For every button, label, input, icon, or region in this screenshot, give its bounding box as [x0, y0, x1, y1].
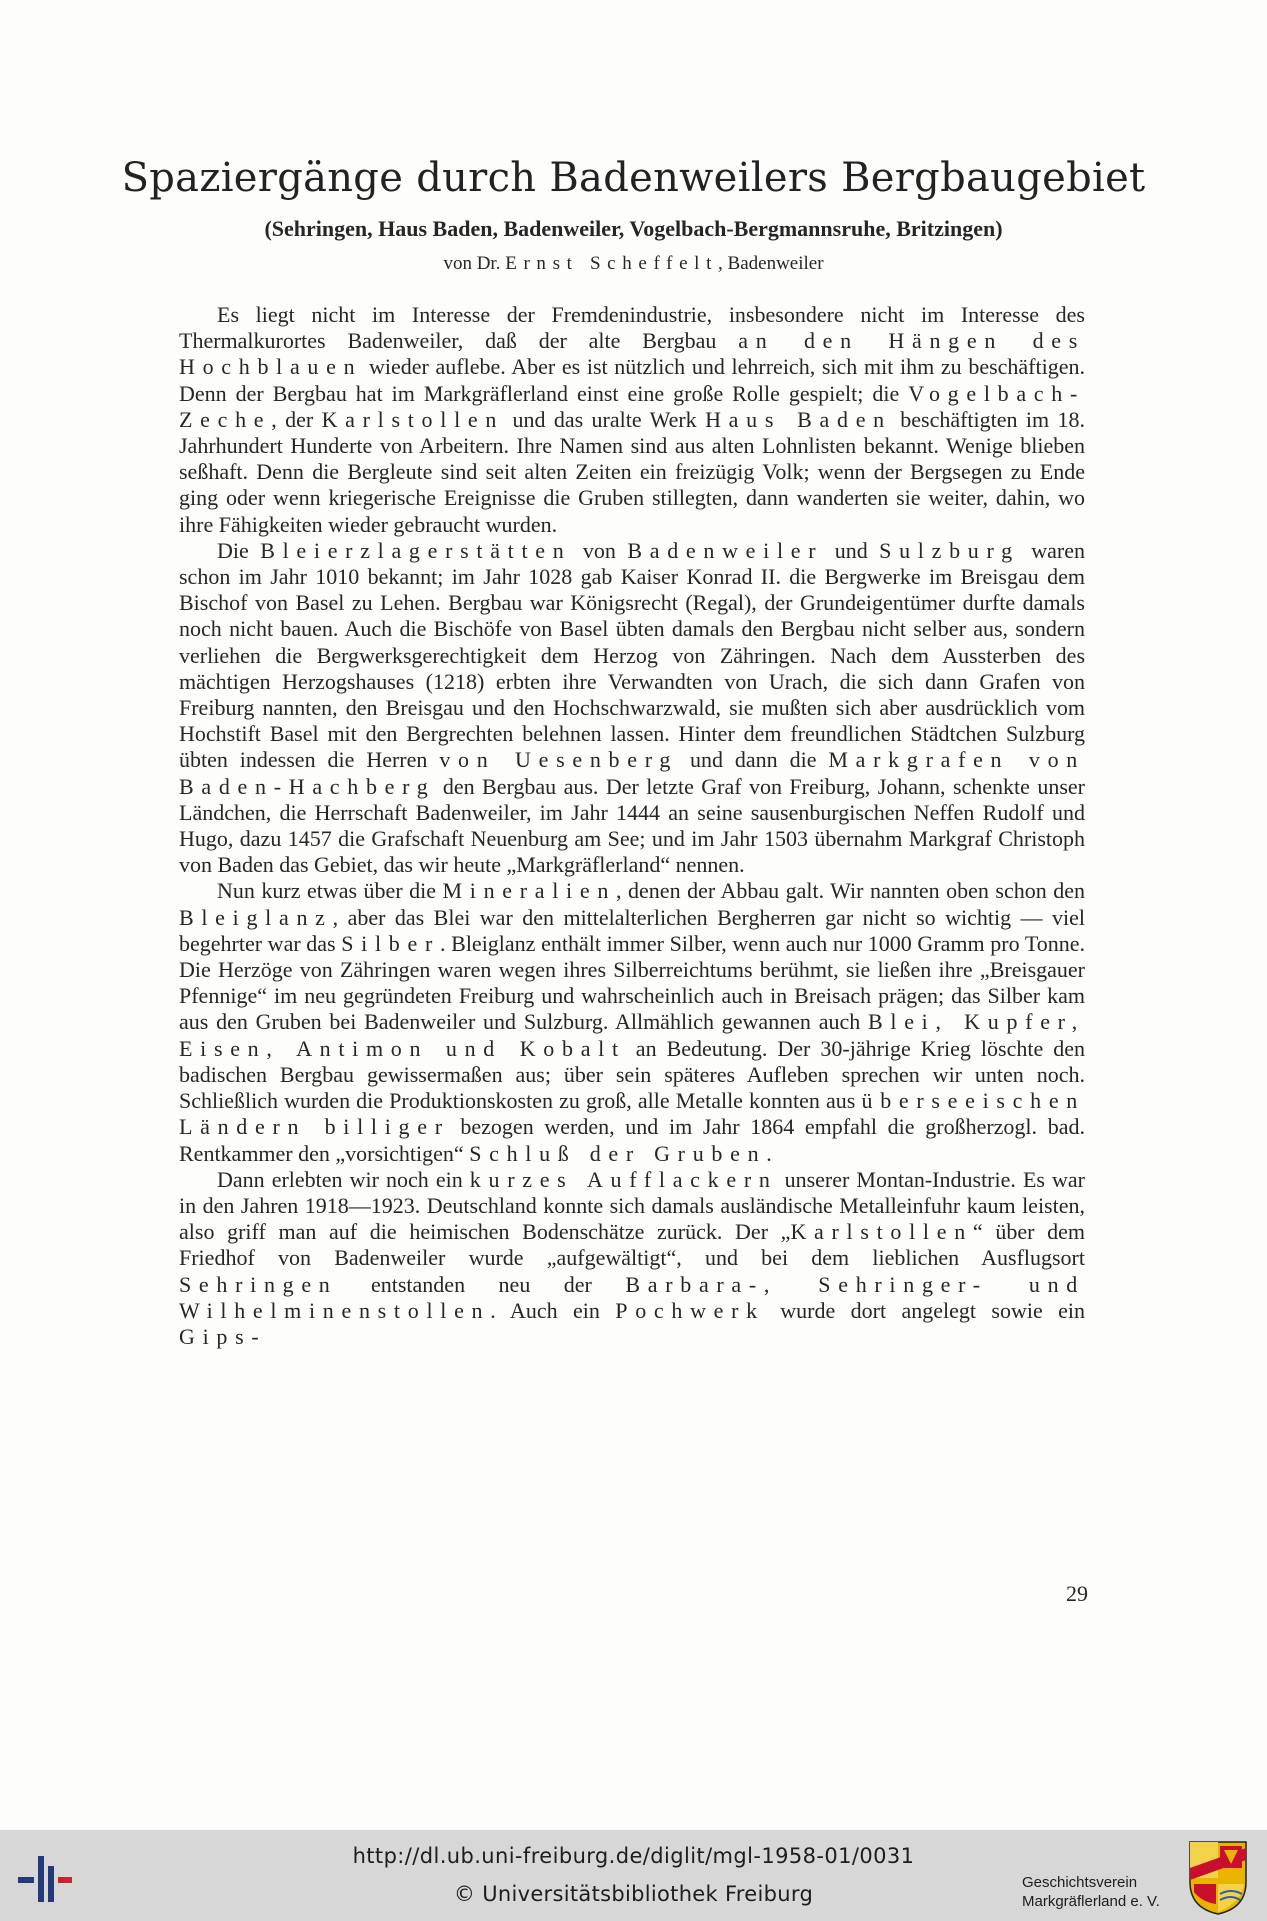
- paragraph-text: , der: [271, 406, 322, 432]
- org-name-line1: Geschichtsverein: [1022, 1874, 1138, 1891]
- emphasized-text: Karlstollen: [321, 406, 505, 432]
- article-body: [179, 302, 1085, 1350]
- paragraph-text: .: [766, 1140, 772, 1166]
- footer-organization: [1022, 1873, 1184, 1911]
- article-title: Spaziergänge durch Badenweilers Bergbaugebiet: [121, 155, 1146, 201]
- paragraph: [179, 1167, 1085, 1350]
- emphasized-text: kurzes Aufflackern: [469, 1166, 778, 1192]
- paragraph-text: und: [823, 537, 880, 563]
- paragraph-text: den Bergbau aus. Der letzte Graf von Freiburg, Johann, schenkte unser Ländchen, die Herrschaft Badenweiler, im Jahr 1444 an seine sausenburgischen Neffen Rudolf und Hugo, dazu 1457 die Grafschaft Neuenburg am See; und im Jahr 1503 übernahm Markgraf Christoph von Baden das Gebiet, das wir heute „Markgräflerland“ nennen.: [179, 773, 1085, 878]
- paragraph-text: “ über dem Friedhof von Badenweiler wurde „aufgewältigt“, und bei dem lieblichen Ausflugsort: [179, 1219, 1085, 1271]
- emphasized-text: Karlstollen: [790, 1219, 973, 1245]
- paragraph-text: . Bleiglanz enthält immer Silber, wenn auch nur 1000 Gramm pro Tonne. Die Herzöge von Zähringen waren wegen ihres Silberreichtums berühmt, sie ließen ihre „Breisgauer Pfennige“ im neu gegründeten Freiburg und wahrscheinlich auch in Breisach prägen; das Silber kam aus den Gruben bei Badenweiler und Sulzburg. Allmählich gewannen auch: [179, 930, 1085, 1035]
- emphasized-text: Badenweiler: [627, 537, 824, 563]
- emphasized-text: Silber: [341, 930, 441, 956]
- paragraph-text: Nun kurz etwas über die: [217, 878, 443, 904]
- paragraph-text: , aber das Blei war den mittelalterlichen Bergherren gar nicht so wichtig — viel begehrter war das: [179, 904, 1085, 956]
- emphasized-text: Markgrafen von Baden-Hachberg: [179, 747, 1085, 799]
- emphasized-text: Sehringen: [179, 1271, 338, 1297]
- paragraph-text: waren schon im Jahr 1010 bekannt; im Jahr 1028 gab Kaiser Konrad II. die Bergwerke im Breisgau dem Bischof von Basel zu Lehen. Bergbau war Königsrecht (Regal), der Grundeigentümer durfte damals noch nicht bauen. Auch die Bischöfe von Basel übten damals den Bergbau nicht selber aus, sondern verliehen die Bergwerksgerechtigkeit dem Herzog von Zähringen. Nach dem Aussterben des mächtigen Herzogshauses (1218) erbten ihre Verwandten von Urach, die sich dann Grafen von Freiburg nannten, den Breisgau und den Hochschwarzwald, sie mußten sich aber ausdrücklich vom Hochstift Basel mit den Bergrechten belehnen lassen. Hinter dem freundlichen Städtchen Sulzburg übten indessen die Herren: [179, 537, 1086, 773]
- emphasized-text: überseeischen Ländern billiger: [179, 1088, 1085, 1140]
- paragraph-text: entstanden neu der: [337, 1271, 626, 1297]
- emphasized-text: Vogelbach-Zeche: [179, 380, 1085, 432]
- paragraph-text: von: [571, 537, 628, 563]
- page-number: 29: [1066, 1581, 1088, 1606]
- paragraph-text: . Auch ein: [490, 1297, 616, 1323]
- paragraph-text: Dann erlebten wir noch ein: [217, 1166, 470, 1192]
- paragraph-text: und das uralte Werk: [504, 406, 706, 432]
- paragraph-text: und dann die: [678, 747, 829, 773]
- article-byline: [0, 253, 1267, 275]
- org-name-line2: Markgräflerland e. V.: [1022, 1893, 1160, 1910]
- emphasized-text: Pochwerk: [615, 1297, 765, 1323]
- byline-suffix: , Badenweiler: [718, 253, 824, 274]
- emphasized-text: Schluß der Gruben: [469, 1140, 767, 1166]
- paragraph-text: bezogen werden, und im Jahr 1864 empfahl die großherzogl. bad. Rentkammer den „vorsichtigen“: [179, 1114, 1085, 1166]
- paragraph: [179, 878, 1085, 1166]
- paragraph-text: Die: [217, 537, 261, 563]
- coat-of-arms-icon: [1186, 1838, 1250, 1916]
- paragraph-text: unserer Montan-Industrie. Es war in den Jahren 1918—1923. Deutschland konnte sich damals ausländische Metalleinfuhr kaum leisten, also griff man auf die heimischen Bodenschätze zurück. Der „: [179, 1166, 1085, 1245]
- paragraph-text: Es liegt nicht im Interesse der Fremdenindustrie, insbesondere nicht im Interesse des Thermalkurortes Badenweiler, daß der alte Bergbau: [179, 302, 1085, 354]
- emphasized-text: Mineralien: [442, 878, 617, 904]
- emphasized-text: Bleierzlagerstätten: [260, 537, 572, 563]
- paragraph-text: wieder auflebe. Aber es ist nützlich und lehrreich, sich mit ihm zu beschäftigen. Denn der Bergbau hat im Markgräflerland einst eine große Rolle gespielt; die: [179, 354, 1085, 406]
- author-name: Ernst Scheffelt: [505, 253, 719, 274]
- article-subtitle: (Sehringen, Haus Baden, Badenweiler, Vogelbach-Bergmannsruhe, Britzingen): [264, 216, 1003, 241]
- emphasized-text: Barbara-, Sehringer- und Wilhelminenstollen: [179, 1271, 1085, 1323]
- byline-prefix: von Dr.: [443, 253, 506, 274]
- paragraph: [179, 538, 1085, 879]
- emphasized-text: von Uesenberg: [439, 747, 679, 773]
- paragraph-text: wurde dort angelegt sowie ein: [764, 1297, 1085, 1323]
- paragraph-text: an Bedeutung. Der 30-jährige Krieg löschte den badischen Bergbau gewissermaßen aus; über sein späteres Aufleben sprechen wir unten noch. Schließlich wurden die Produktionskosten zu groß, alle Metalle konnten aus: [179, 1035, 1085, 1114]
- paragraph-text: , denen der Abbau galt. Wir nannten oben schon den: [616, 878, 1085, 904]
- emphasized-text: Haus Baden: [705, 406, 892, 432]
- emphasized-text: Gips-: [179, 1323, 267, 1349]
- footer-permalink[interactable]: http://dl.ub.uni-freiburg.de/diglit/mgl-1958-01/0031: [352, 1844, 915, 1868]
- emphasized-text: Blei, Kupfer, Eisen, Antimon und Kobalt: [179, 1009, 1086, 1061]
- paragraph: [179, 302, 1085, 538]
- footer-copyright: © Universitätsbibliothek Freiburg: [453, 1882, 814, 1906]
- viewer-footer-bar: [0, 1830, 1267, 1921]
- paragraph-text: beschäftigten im 18. Jahrhundert Hunderte von Arbeitern. Ihre Namen sind aus alten Lohnlisten bekannt. Wenige blieben seßhaft. Denn die Bergleute sind seit alten Zeiten ein freizügig Volk; wenn der Bergsegen zu Ende ging oder wenn kriegerische Ereignisse die Gruben stillegten, dann wanderten sie weiter, dahin, wo ihre Fähigkeiten wieder gebraucht wurden.: [179, 406, 1086, 537]
- emphasized-text: an den Hängen des Hochblauen: [179, 328, 1085, 380]
- emphasized-text: Bleiglanz: [179, 904, 333, 930]
- emphasized-text: Sulzburg: [879, 537, 1020, 563]
